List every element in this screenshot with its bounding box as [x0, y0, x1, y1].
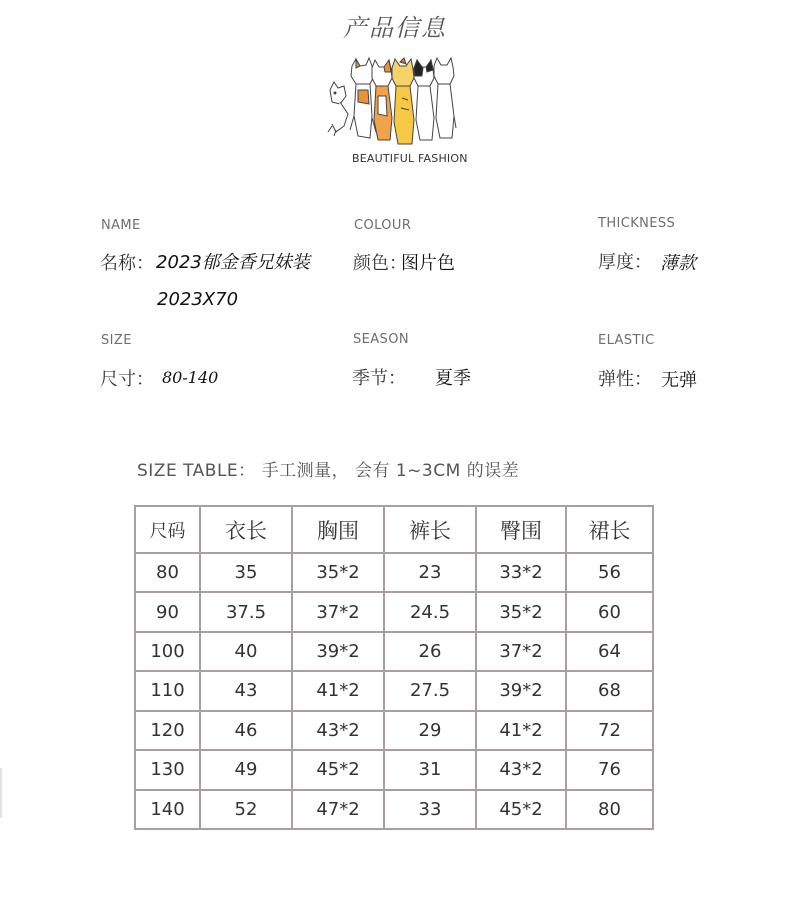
table-cell: 35*2	[292, 553, 384, 592]
table-cell: 130	[135, 750, 200, 789]
thickness-en-label: THICKNESS	[598, 216, 676, 231]
header-size-code: 尺码	[135, 506, 200, 553]
table-cell: 29	[384, 711, 476, 750]
table-cell: 39*2	[476, 671, 566, 710]
season-cn-label: 季节：	[352, 368, 406, 389]
table-cell: 37.5	[200, 592, 292, 631]
table-cell: 49	[200, 750, 292, 789]
table-cell: 35	[200, 553, 292, 592]
table-cell: 64	[566, 632, 653, 671]
table-cell: 68	[566, 671, 653, 710]
table-cell: 60	[566, 592, 653, 631]
table-cell: 43*2	[292, 711, 384, 750]
table-cell: 35*2	[476, 592, 566, 631]
table-cell: 80	[135, 553, 200, 592]
table-cell: 31	[384, 750, 476, 789]
table-cell: 140	[135, 790, 200, 829]
header-hip: 臀围	[476, 506, 566, 553]
page-title: 产品信息	[343, 14, 447, 42]
table-row	[135, 790, 653, 829]
table-row	[135, 592, 653, 631]
table-cell: 80	[566, 790, 653, 829]
table-cell: 47*2	[292, 790, 384, 829]
table-cell: 43*2	[476, 750, 566, 789]
season-value: 夏季	[435, 368, 471, 389]
season-en-label: SEASON	[353, 332, 409, 347]
table-cell: 52	[200, 790, 292, 829]
table-row	[135, 632, 653, 671]
table-cell: 40	[200, 632, 292, 671]
table-cell: 90	[135, 592, 200, 631]
table-cell: 46	[200, 711, 292, 750]
table-cell: 120	[135, 711, 200, 750]
table-cell: 76	[566, 750, 653, 789]
header-top-length: 衣长	[200, 506, 292, 553]
table-cell: 72	[566, 711, 653, 750]
table-cell: 41*2	[476, 711, 566, 750]
table-cell: 26	[384, 632, 476, 671]
header-skirt-length: 裙长	[566, 506, 653, 553]
table-cell: 27.5	[384, 671, 476, 710]
size-en-label: SIZE	[101, 333, 132, 348]
brand-name: BEAUTIFUL FASHION	[352, 152, 468, 165]
name-value-code: 2023X70	[157, 289, 239, 310]
elastic-value: 无弹	[661, 370, 697, 391]
name-value: 2023郁金香兄妹装	[156, 252, 310, 273]
size-table-header-row	[135, 506, 653, 553]
table-cell: 43	[200, 671, 292, 710]
thickness-cn-label: 厚度：	[598, 252, 652, 273]
table-cell: 45*2	[292, 750, 384, 789]
cats-illustration-icon	[322, 56, 458, 166]
table-cell: 24.5	[384, 592, 476, 631]
table-row	[135, 553, 653, 592]
name-cn-label: 名称：	[100, 253, 154, 274]
colour-cn-label: 颜色：	[353, 253, 407, 274]
table-cell: 41*2	[292, 671, 384, 710]
table-cell: 37*2	[292, 592, 384, 631]
table-cell: 56	[566, 553, 653, 592]
colour-value: 图片色	[401, 253, 455, 274]
table-cell: 45*2	[476, 790, 566, 829]
size-value: 80-140	[162, 368, 219, 387]
table-cell: 110	[135, 671, 200, 710]
size-table	[134, 505, 654, 830]
table-row	[135, 750, 653, 789]
thickness-value: 薄款	[660, 253, 696, 274]
table-cell: 100	[135, 632, 200, 671]
name-en-label: NAME	[101, 218, 141, 233]
table-cell: 23	[384, 553, 476, 592]
header-pants-length: 裤长	[384, 506, 476, 553]
size-cn-label: 尺寸：	[100, 369, 154, 390]
table-cell: 37*2	[476, 632, 566, 671]
colour-en-label: COLOUR	[354, 218, 412, 233]
table-row	[135, 711, 653, 750]
elastic-en-label: ELASTIC	[598, 333, 655, 348]
elastic-cn-label: 弹性：	[598, 369, 652, 390]
table-cell: 33	[384, 790, 476, 829]
table-row	[135, 671, 653, 710]
table-cell: 39*2	[292, 632, 384, 671]
size-table-title: SIZE TABLE： 手工测量， 会有 1~3CM 的误差	[137, 461, 520, 481]
table-cell: 33*2	[476, 553, 566, 592]
edge-divider	[0, 768, 2, 818]
header-chest: 胸围	[292, 506, 384, 553]
